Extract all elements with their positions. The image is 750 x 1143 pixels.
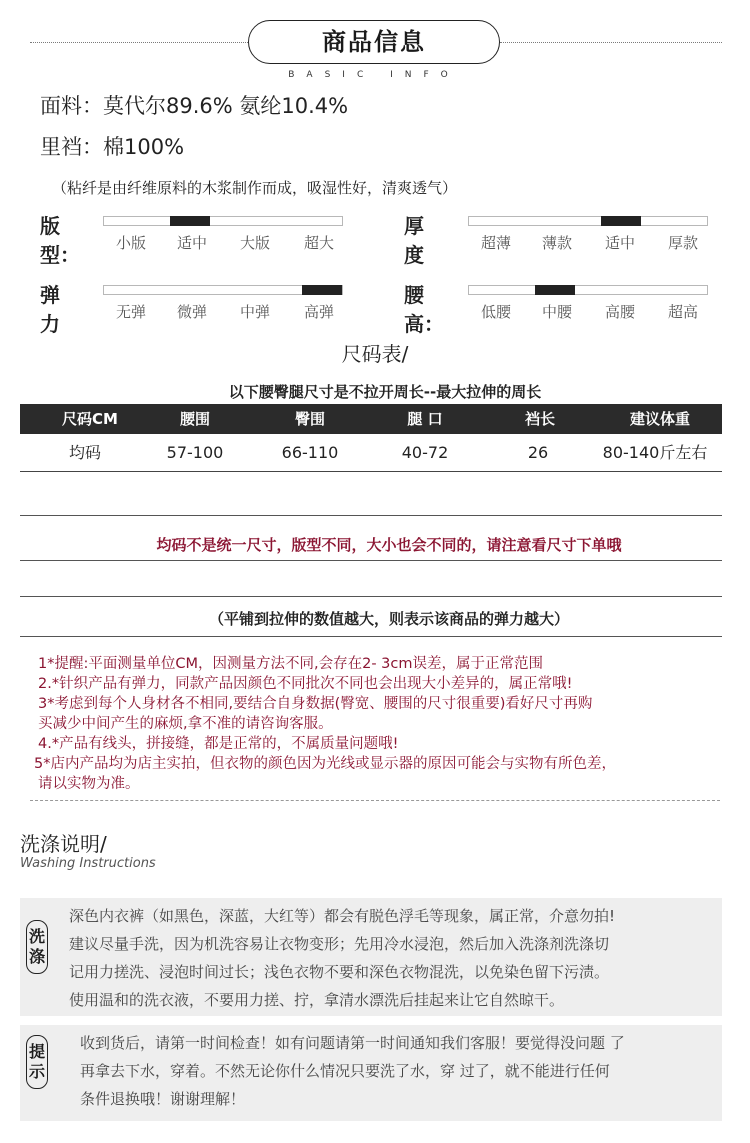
thickness-bar: [468, 216, 708, 226]
note-line: 1*提醒:平面测量单位CM，因测量方法不同,会存在2- 3cm误差，属于正常范围: [38, 656, 543, 672]
text-line: 记用力搓洗、浸泡时间过长；浅色衣物不要和深色衣物混洗，以免染色留下污渍。: [69, 963, 610, 981]
header-cell: 尺码CM: [62, 410, 118, 428]
reminder-box: [20, 1025, 722, 1121]
thickness-indicator: [601, 216, 641, 226]
note-line: 3*考虑到每个人身材各不相同,要结合自身数据(臀宽、腰围的尺寸很重要)看好尺寸再购: [38, 696, 593, 712]
section-title: 商品信息: [248, 20, 500, 64]
divider: [20, 560, 722, 561]
elasticity-option: 微弹: [176, 303, 207, 321]
elasticity-indicator: [302, 285, 342, 295]
divider: [20, 515, 722, 516]
size-table: [20, 404, 722, 472]
size-chart-title: 尺码表/: [341, 342, 409, 366]
waist-label: 腰高：: [404, 283, 444, 336]
waist-bar: [468, 285, 708, 295]
reminder-tag: [26, 1035, 48, 1089]
text-line: 收到货后，请第一时间检查！如有问题请第一时间通知我们客服！要觉得没问题 了: [80, 1034, 625, 1052]
waist-option: 中腰: [541, 303, 572, 321]
fit-indicator: [170, 216, 210, 226]
fabric-lining: 里裆：棉100%: [40, 135, 185, 159]
waist-option: 超高: [667, 303, 698, 321]
tag-char: 涤: [28, 947, 45, 966]
table-cell: 26: [527, 443, 549, 462]
note-line: 买减少中间产生的麻烦,拿不准的请咨询客服。: [38, 716, 333, 732]
table-cell: 均码: [68, 443, 101, 462]
tag-char: 提: [28, 1042, 45, 1061]
text-line: 建议尽量手洗，因为机洗容易让衣物变形；先用冷水浸泡，然后加入洗涤剂洗涤切: [69, 935, 610, 953]
tag-char: 示: [28, 1062, 45, 1081]
washing-subtitle: Washing Instructions: [20, 856, 156, 871]
divider: [20, 636, 722, 637]
size-warning: 均码不是统一尺寸，版型不同，大小也会不同的，请注意看尺寸下单哦: [156, 536, 622, 554]
table-cell: 80-140斤左右: [602, 443, 708, 462]
table-cell: 57-100: [166, 443, 224, 462]
thickness-option: 适中: [604, 234, 635, 252]
section-subtitle: BASIC INFO: [288, 70, 460, 80]
size-chart-subtitle: 以下腰臀腿尺寸是不拉开周长--最大拉伸的周长: [228, 383, 542, 401]
elasticity-option: 无弹: [115, 303, 146, 321]
fabric-material: 面料：莫代尔89.6% 氨纶10.4%: [40, 94, 349, 118]
thickness-option: 超薄: [480, 234, 511, 252]
header-divider-left: [30, 42, 248, 43]
tag-char: 洗: [28, 927, 45, 946]
elasticity-bar: [103, 285, 343, 295]
text-line: 再拿去下水，穿着。不然无论你什么情况只要洗了水，穿 过了，就不能进行任何: [80, 1062, 610, 1080]
fit-option: 大版: [239, 234, 270, 252]
text-line: 深色内衣裤（如黑色，深蓝，大红等）都会有脱色浮毛等现象，属正常，介意勿拍!: [69, 907, 616, 925]
size-table-header: [20, 404, 722, 434]
fabric-note: （粘纤是由纤维原料的木浆制作而成，吸湿性好，清爽透气）: [52, 179, 458, 197]
waist-option: 低腰: [480, 303, 511, 321]
divider: [20, 596, 722, 597]
text-line: 条件退换哦！谢谢理解！: [80, 1090, 246, 1108]
fit-option: 适中: [176, 234, 207, 252]
header-cell: 裆长: [524, 410, 555, 428]
fit-bar: [103, 216, 343, 226]
table-row: [20, 434, 722, 472]
header-cell: 腿 口: [407, 410, 443, 428]
elasticity-option: 高弹: [303, 303, 334, 321]
note-line: 请以实物为准。: [38, 776, 140, 792]
note-line: 5*店内产品均为店主实拍，但衣物的颜色因为光线或显示器的原因可能会与实物有所色差，: [34, 756, 616, 772]
stretch-note: （平铺到拉伸的数值越大，则表示该商品的弹力越大）: [208, 610, 569, 628]
size-notes: [34, 654, 748, 794]
elasticity-label: 弹力: [40, 283, 60, 336]
thickness-option: 薄款: [541, 234, 572, 252]
waist-option: 高腰: [604, 303, 635, 321]
table-cell: 40-72: [401, 443, 449, 462]
fit-option: 小版: [115, 234, 146, 252]
note-line: 2.*针织产品有弹力，同款产品因颜色不同批次不同也会出现大小差异的，属正常哦!: [38, 676, 573, 692]
header-cell: 臀围: [294, 410, 325, 428]
note-line: 4.*产品有线头，拼接缝，都是正常的，不属质量问题哦!: [38, 736, 399, 752]
reminder-text: [80, 1029, 625, 1113]
divider: [30, 800, 720, 801]
elasticity-option: 中弹: [239, 303, 270, 321]
washing-text: [69, 902, 615, 1014]
fit-option: 超大: [303, 234, 334, 252]
header-cell: 建议体重: [629, 410, 690, 428]
header-cell: 腰围: [179, 410, 210, 428]
thickness-option: 厚款: [667, 234, 698, 252]
waist-indicator: [535, 285, 575, 295]
washing-tag: [26, 920, 48, 974]
table-cell: 66-110: [281, 443, 339, 462]
washing-box: [20, 898, 722, 1016]
washing-title: 洗涤说明/: [20, 832, 107, 856]
thickness-label: 厚度: [404, 214, 424, 267]
fit-label: 版型：: [40, 214, 80, 267]
header-divider-right: [500, 42, 722, 43]
text-line: 使用温和的洗衣液，不要用力搓、拧，拿清水漂洗后挂起来让它自然晾干。: [69, 991, 565, 1009]
